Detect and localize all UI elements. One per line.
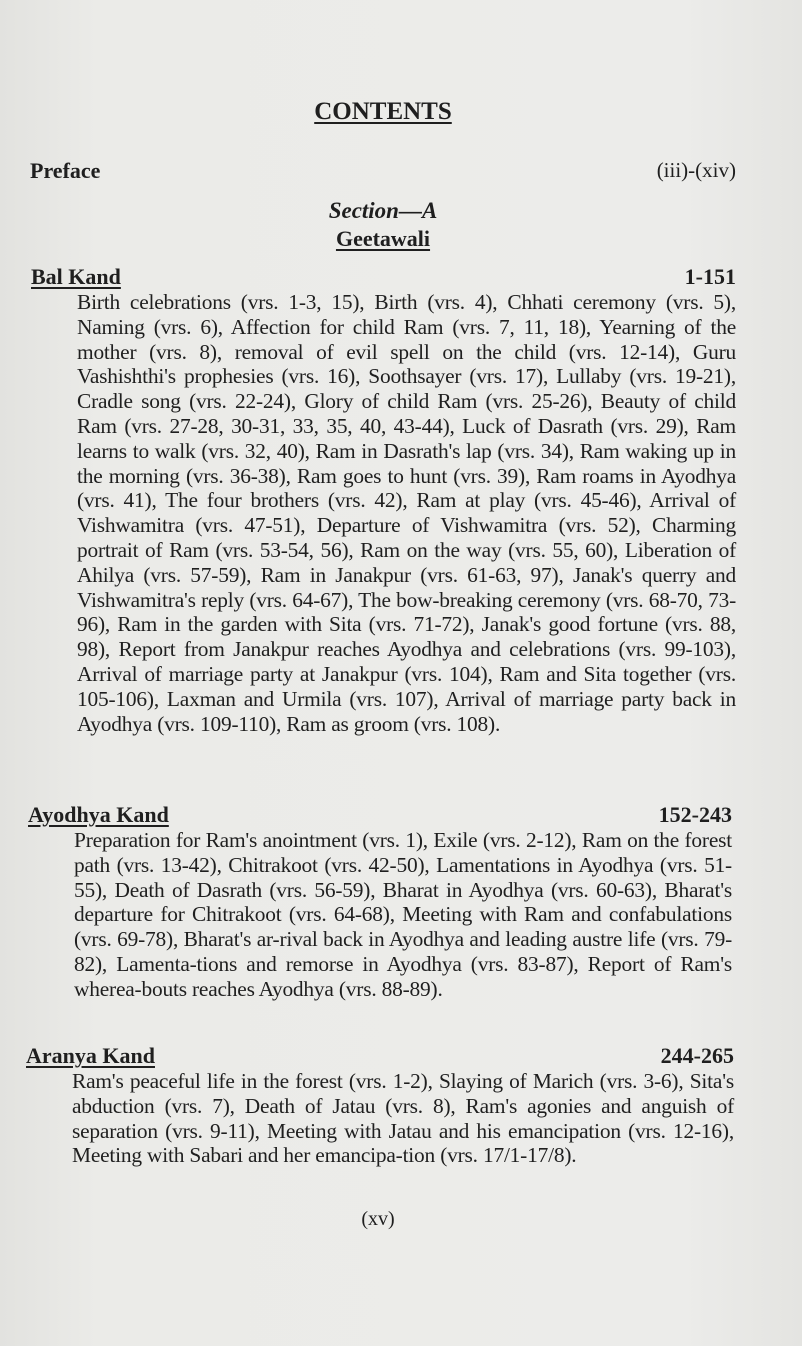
page-number: (xv) xyxy=(361,1208,395,1230)
kand-name: Bal Kand xyxy=(31,264,121,289)
kand-name: Aranya Kand xyxy=(26,1043,155,1068)
kand-description: Preparation for Ram's anointment (vrs. 1), Exile (vrs. 2-12), Ram on the forest path (vrs. 13-42), Chitrakoot (vrs. 42-50), Lamentations in Ayodhya (vrs. 51-55), Death of Dasrath (vrs. 56-59), Bharat in Ayodhya (vrs. 60-63), Bharat's departure for Chitrakoot (vrs. 64-68), Meeting with Ram and confabulations (vrs. 69-78), Bharat's ar-rival back in Ayodhya and leading austre life (vrs. 79-82), Lamenta-tions and remorse in Ayodhya (vrs. 83-87), Report of Ram's wherea-bouts reaches Ayodhya (vrs. 88-89). xyxy=(74,828,732,1001)
preface-label: Preface xyxy=(30,158,101,183)
kand-entry-bal xyxy=(31,264,736,736)
kand-description: Ram's peaceful life in the forest (vrs. 1-2), Slaying of Marich (vrs. 3-6), Sita's abduction (vrs. 7), Death of Jatau (vrs. 8), Ram's agonies and anguish of separation (vrs. 9-11), Meeting with Jatau and his emancipation (vrs. 12-16), Meeting with Sabari and her emancipa-tion (vrs. 17/1-17/8). xyxy=(72,1069,734,1168)
kand-description: Birth celebrations (vrs. 1-3, 15), Birth (vrs. 4), Chhati ceremony (vrs. 5), Naming (vrs. 6), Affection for child Ram (vrs. 7, 11, 18), Yearning of the mother (vrs. 8), removal of evil spell on the child (vrs. 12-14), Guru Vashishthi's prophesies (vrs. 16), Soothsayer (vrs. 17), Lullaby (vrs. 19-21), Cradle song (vrs. 22-24), Glory of child Ram (vrs. 25-26), Beauty of child Ram (vrs. 27-28, 30-31, 33, 35, 40, 43-44), Luck of Dasrath (vrs. 29), Ram learns to walk (vrs. 32, 40), Ram in Dasrath's lap (vrs. 34), Ram waking up in the morning (vrs. 36-38), Ram goes to hunt (vrs. 39), Ram roams in Ayodhya (vrs. 41), The four brothers (vrs. 42), Ram at play (vrs. 45-46), Arrival of Vishwamitra (vrs. 47-51), Departure of Vishwamitra (vrs. 52), Charming portrait of Ram (vrs. 53-54, 56), Ram on the way (vrs. 55, 60), Liberation of Ahilya (vrs. 57-59), Ram in Janakpur (vrs. 61-63, 97), Janak's querry and Vishwamitra's reply (vrs. 64-67), The bow-breaking ceremony (vrs. 68-70, 73-96), Ram in the garden with Sita (vrs. 71-72), Janak's good fortune (vrs. 88, 98), Report from Janakpur reaches Ayodhya and celebrations (vrs. 99-103), Arrival of marriage party at Janakpur (vrs. 104), Ram and Sita together (vrs. 105-106), Laxman and Urmila (vrs. 107), Arrival of marriage party back in Ayodhya (vrs. 109-110), Ram as groom (vrs. 108). xyxy=(77,290,736,736)
preface-entry xyxy=(30,158,736,188)
kand-name: Ayodhya Kand xyxy=(28,802,169,827)
section-name: Geetawali xyxy=(335,226,431,251)
kand-pages: 1-151 xyxy=(684,264,736,289)
kand-entry-aranya xyxy=(26,1043,734,1168)
kand-entry-ayodhya xyxy=(28,802,732,1002)
preface-pages: (iii)-(xiv) xyxy=(656,158,736,182)
kand-pages: 244-265 xyxy=(660,1043,734,1068)
page-title: CONTENTS xyxy=(314,98,452,125)
kand-pages: 152-243 xyxy=(658,802,732,827)
section-heading: Section—A xyxy=(328,198,438,223)
